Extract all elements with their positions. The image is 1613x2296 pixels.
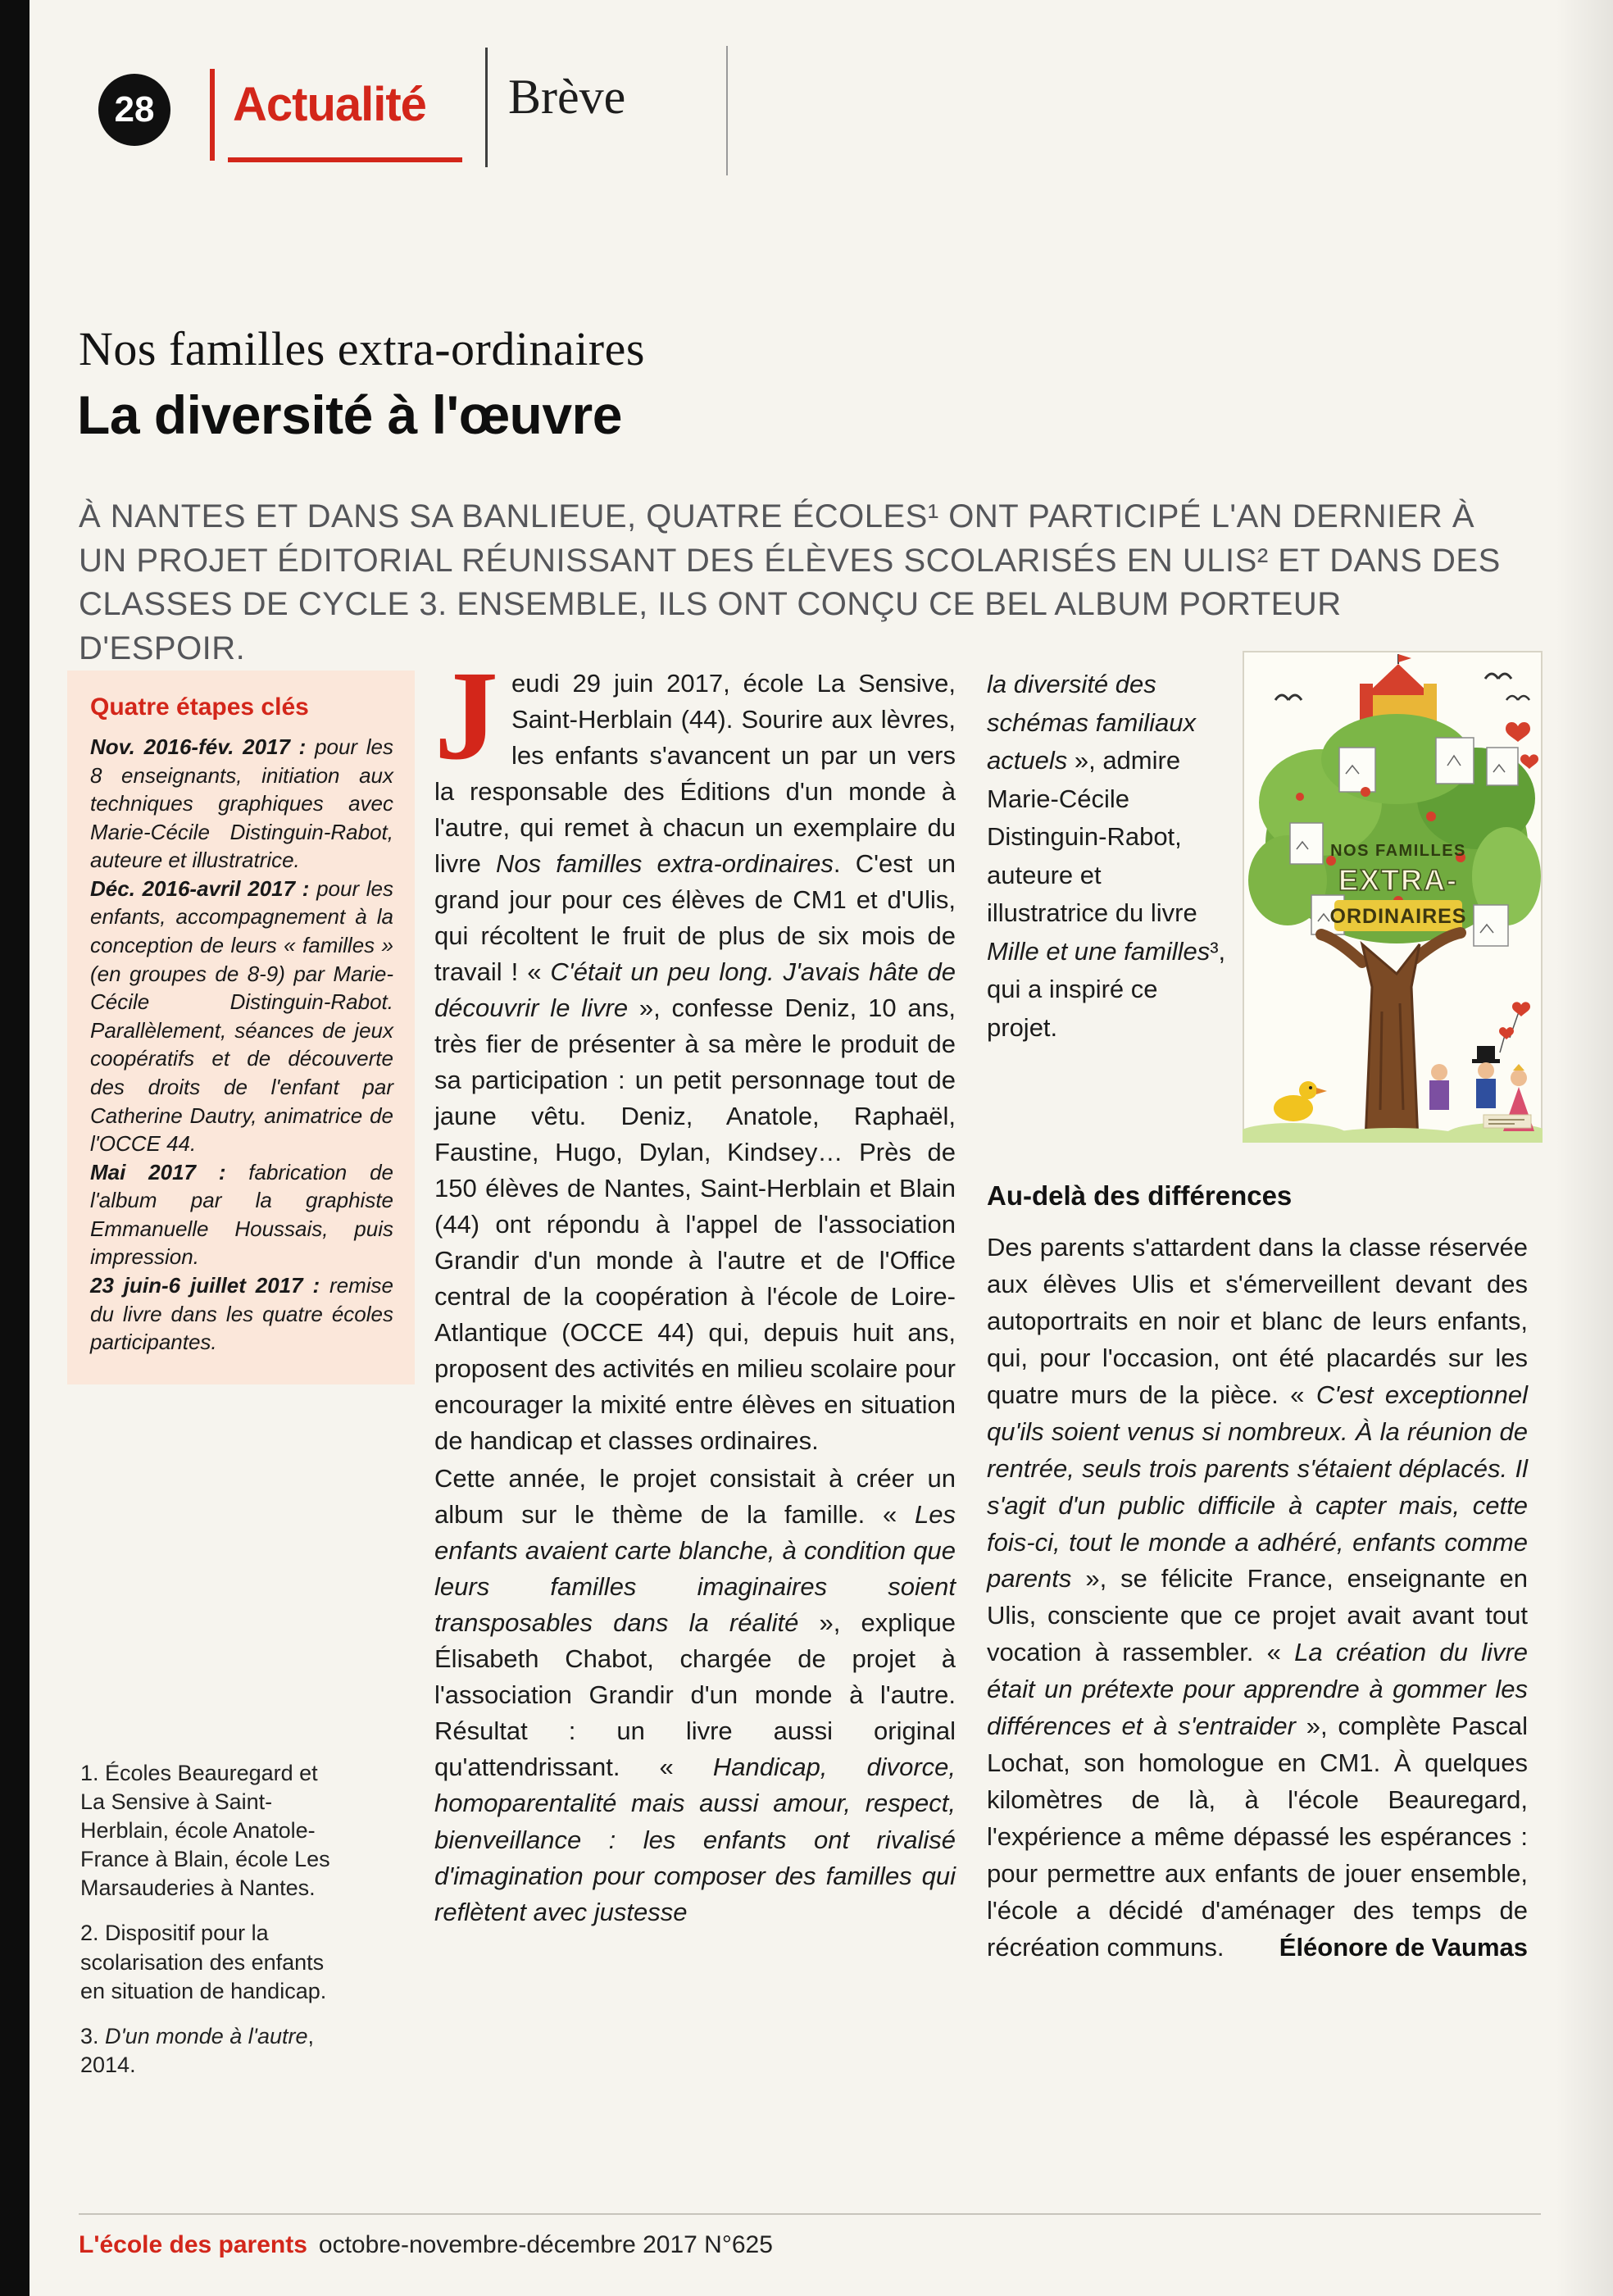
footnote: 2. Dispositif pour la scolarisation des enfants en situation de handicap. bbox=[80, 1921, 327, 2003]
rubric-label: Brève bbox=[508, 70, 626, 124]
footnote: 1. Écoles Beauregard et La Sensive à Saint-Herblain, école Anatole-France à Blain, école Les Marsauderies à Nantes. bbox=[80, 1761, 330, 1901]
page-title: La diversité à l'œuvre bbox=[77, 384, 622, 445]
cover-title bbox=[1330, 842, 1467, 931]
article-column-right bbox=[987, 1230, 1528, 1966]
body-paragraph: Cette année, le projet consistait à créer un album sur le thème de la famille. « Les enfants avaient carte blanche, à condition que leurs familles imaginaires soient transposables dans la réalité », explique Élisabeth Chabot, chargée de projet à l'association Grandir d'un monde à l'autre. Résultat : un livre aussi original qu'attendrissant. « Handicap, divorce, homoparentalité mais aussi amour, respect, bienveillance : les enfants ont rivalisé d'imagination pour composer des familles qui reflètent avec justesse bbox=[434, 1464, 956, 1926]
article-standfirst: À NANTES ET DANS SA BANLIEUE, QUATRE ÉCOLES¹ ONT PARTICIPÉ L'AN DERNIER À UN PROJET ÉDITORIAL RÉUNISSANT DES ÉLÈVES SCOLARISÉS EN ULIS² ET DANS DES CLASSES DE CYCLE 3. ENSEMBLE, ILS ONT CONÇU CE BEL ALBUM PORTEUR D'ESPOIR. bbox=[79, 498, 1501, 666]
sidebar-step: Mai 2017 : fabrication de l'album par la graphiste Emmanuelle Houssais, puis impression. bbox=[90, 1159, 393, 1270]
header-divider bbox=[726, 46, 728, 175]
footer-rule bbox=[79, 2213, 1541, 2215]
key-steps-box bbox=[67, 671, 415, 1384]
scan-edge bbox=[0, 0, 30, 2296]
sidebar-step: Déc. 2016-avril 2017 : pour les enfants, accompagnement à la conception de leurs « familles » (en groupes de 8-9) par Marie-Cécile Distinguin-Rabot. Parallèlement, séances de jeux coopératifs et de découverte des droits de l'enfant par Catherine Dautry, animatrice de l'OCCE 44. bbox=[90, 875, 394, 1157]
page-number-badge: 28 bbox=[98, 74, 170, 146]
sidebar-step: 23 juin-6 juillet 2017 : remise du livre dans les quatre écoles participantes. bbox=[90, 1272, 393, 1355]
author-byline: Éléonore de Vaumas bbox=[1279, 1932, 1528, 1962]
sidebar-steps bbox=[90, 733, 393, 1357]
body-paragraph: eudi 29 juin 2017, école La Sensive, Saint-Herblain (44). Sourire aux lèvres, les enfants s'avancent un par un vers la responsable des Éditions d'un monde à l'autre, qui remet à chacun un exemplaire du livre Nos familles extra-ordinaires. C'est un grand jour pour ces élèves de CM1 et d'Ulis, qui récoltent le fruit de plus de six mois de travail ! « C'était un peu long. J'avais hâte de découvrir le livre », confesse Deniz, 10 ans, très fier de présenter à sa mère le produit de sa participation : un petit personnage tout de jaune vêtu. Deniz, Anatole, Raphaël, Faustine, Hugo, Dylan, Kindsey… Près de 150 élèves de Nantes, Saint-Herblain et Blain (44) ont répondu à l'appel de l'association Grandir d'un monde à l'autre et de l'Office central de la coopération à l'école de Loire-Atlantique (OCCE 44) qui, depuis huit ans, proposent des activités en milieu scolaire pour encourager la mixité entre élèves en situation de handicap et classes ordinaires. bbox=[434, 669, 956, 1456]
sidebar-title: Quatre étapes clés bbox=[90, 693, 309, 721]
issue-info: octobre-novembre-décembre 2017 N°625 bbox=[318, 2231, 773, 2258]
body-paragraph: Des parents s'attardent dans la classe réservée aux élèves Ulis et s'émerveillent devant des autoportraits en noir et blanc de leurs enfants, qui, pour l'occasion, ont été placardés sur les quatre murs de la pièce. « C'est exceptionnel qu'ils soient venus si nombreux. À la réunion de rentrée, seuls trois parents s'étaient déplacés. Il s'agit d'un public difficile à capter mais, cette fois-ci, tout le monde a adhéré, enfants comme parents », se félicite France, enseignante en Ulis, consciente que ce projet avait avant tout vocation à rassembler. « La création du livre était un prétexte pour apprendre à gommer les différences et à s'entraider », complète Pascal Lochat, son homologue en CM1. À quelques kilomètres de là, à l'école Beauregard, l'expérience a même dépassé les espérances : pour permettre aux enfants de jouer ensemble, l'école a décidé d'aménager des temps de récréation communs. bbox=[987, 1233, 1528, 1962]
cover-title-line2: EXTRA- bbox=[1338, 863, 1458, 897]
article-column-right-top: la diversité des schémas familiaux actuels », admire Marie-Cécile Distinguin-Rabot, auteure et illustratrice du livre Mille et une familles³, qui a inspiré ce projet. bbox=[987, 670, 1226, 1042]
sidebar-step: Nov. 2016-fév. 2017 : pour les 8 enseignants, initiation aux techniques graphiques avec Marie-Cécile Distinguin-Rabot, auteure et illustratrice. bbox=[90, 734, 393, 873]
footnote: 3. D'un monde à l'autre, 2014. bbox=[80, 2023, 315, 2077]
magazine-name: L'école des parents bbox=[79, 2231, 307, 2258]
footnotes bbox=[80, 1759, 336, 2096]
publisher-mark bbox=[1484, 1115, 1531, 1128]
cover-title-line3: ORDINAIRES bbox=[1329, 905, 1467, 928]
footer bbox=[79, 2231, 773, 2259]
cover-title-line1: NOS FAMILLES bbox=[1330, 842, 1466, 860]
drop-cap: J bbox=[434, 644, 498, 786]
book-cover-illustration bbox=[1243, 651, 1543, 1143]
section-label: Actualité bbox=[233, 78, 426, 131]
article-column-main bbox=[434, 644, 956, 1930]
scan-shadow bbox=[1556, 0, 1613, 2296]
section-underline bbox=[228, 157, 462, 162]
header-divider bbox=[485, 48, 488, 167]
article-kicker: Nos familles extra-ordinaires bbox=[79, 322, 645, 375]
header-red-bar bbox=[210, 69, 215, 161]
section-subhead: Au-delà des différences bbox=[987, 1180, 1293, 1211]
